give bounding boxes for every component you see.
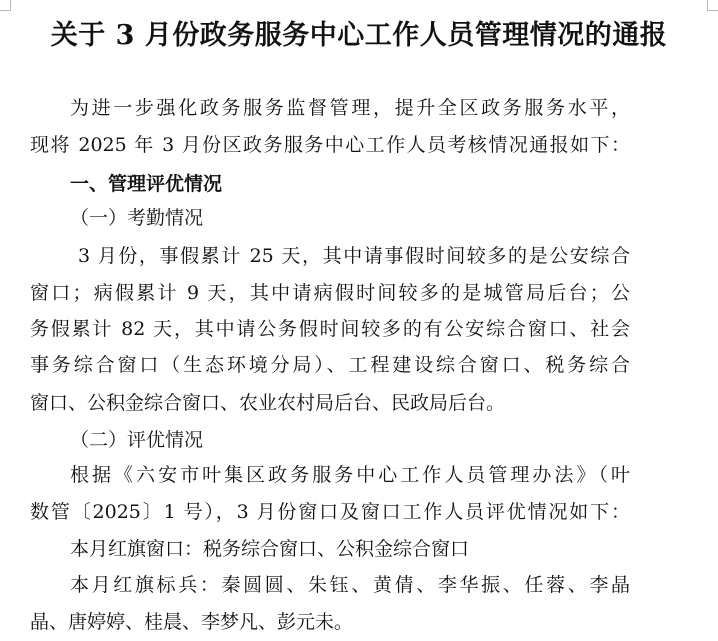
red-flag-staff-line-2: 晶、唐婷婷、桂晨、李梦凡、彭元未。 bbox=[30, 611, 354, 633]
red-flag-windows-line: 本月红旗窗口：税务综合窗口、公积金综合窗口 bbox=[70, 538, 470, 560]
evaluation-paragraph-line-1: 根据《六安市叶集区政务服务中心工作人员管理办法》（叶 bbox=[70, 464, 630, 486]
attendance-paragraph-line-1: 3 月份，事假累计 25 天，其中请事假时间较多的是公安综合 bbox=[78, 245, 630, 267]
intro-paragraph-line-2: 现将 2025 年 3 月份区政务服务中心工作人员考核情况通报如下： bbox=[30, 134, 630, 156]
evaluation-paragraph-line-2: 数管〔2025〕1 号），3 月份窗口及窗口工作人员评优情况如下： bbox=[30, 501, 630, 523]
attendance-paragraph-line-4: 事务综合窗口（生态环境分局）、工程建设综合窗口、税务综合 bbox=[30, 354, 630, 376]
subsection-heading-evaluation: （二）评优情况 bbox=[70, 429, 204, 451]
attendance-paragraph-line-3: 务假累计 82 天，其中请公务假时间较多的有公安综合窗口、社会 bbox=[30, 318, 630, 340]
subsection-heading-attendance: （一）考勤情况 bbox=[70, 207, 204, 229]
document-title: 关于 3 月份政务服务中心工作人员管理情况的通报 bbox=[50, 20, 668, 51]
intro-paragraph-line-1: 为进一步强化政务服务监督管理，提升全区政务服务水平， bbox=[70, 97, 630, 119]
section-heading-1: 一、管理评优情况 bbox=[70, 173, 223, 195]
red-flag-staff-line-1: 本月红旗标兵：秦圆圆、朱钰、黄倩、李华振、任蓉、李晶 bbox=[70, 574, 630, 596]
corner-crop-mark-left bbox=[0, 0, 11, 11]
corner-crop-mark-right bbox=[707, 0, 718, 11]
attendance-paragraph-line-2: 窗口；病假累计 9 天，其中请病假时间较多的是城管局后台；公 bbox=[30, 282, 630, 304]
attendance-paragraph-line-5: 窗口、公积金综合窗口、农业农村局后台、民政局后台。 bbox=[30, 392, 506, 414]
